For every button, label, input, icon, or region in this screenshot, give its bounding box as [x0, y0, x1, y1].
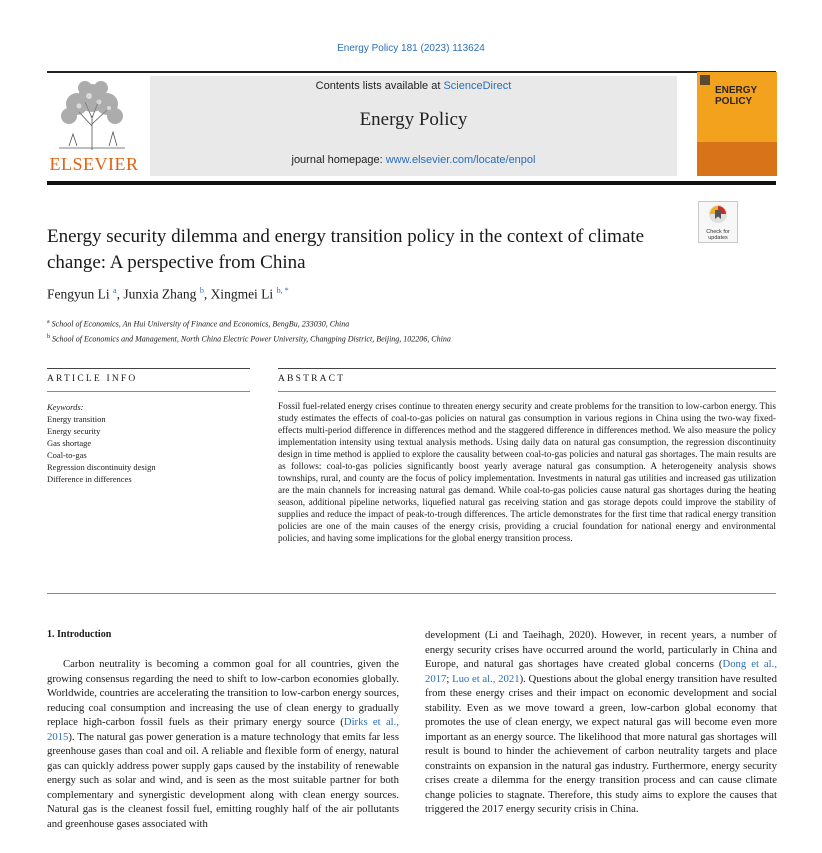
section-heading-introduction: 1. Introduction [47, 629, 112, 640]
keyword-item[interactable]: Energy security [47, 426, 101, 436]
journal-header-box [150, 76, 677, 176]
affiliation-text: School of Economics and Management, North China Electric Power University, Changping District, Beijing, 102206, China [52, 334, 451, 344]
abstract-body: Fossil fuel-related energy crises continue to threaten energy security and create problems for the transition to low-carbon energy. This study estimates the effects of coal-to-gas policies on natural gas consumption in various regions in China using the two-way fixed-effects multi-period difference in differences method and the staggered difference in differences method. We also measure the policy implementation intensity using textual analysis methods. Using daily data on natural gas consumption, the regression discontinuity design in time method is applied to explore the causality between coal-to-gas policies and natural gas shortages. The main results are as follows: coal-to-gas policies significantly boost yearly average natural gas consumption. A heterogeneity analysis shows townships, rural, and county are the focus of policy implementation. Investments in natural gas utilities and increased gas utilization are the main channels for increasing natural gas demand. While coal-to-gas policies cause natural gas shortages during the heating season, additional pipeline networks, liquefied natural gas receiving station and gas storage depots could improve the stability of supplies and reduce the impact of peak-to-trough differences. The article demonstrates for the first time that radical energy transition policies are one of the main causes of the energy crisis, providing a crucial foundation for national energy and environmental policies, and having some implications for the global energy transition process. [278, 402, 776, 544]
author-affil-mark[interactable]: b [199, 286, 204, 295]
affiliation-mark: a [47, 319, 50, 325]
journal-homepage-link[interactable]: www.elsevier.com/locate/enpol [385, 154, 536, 166]
contents-prefix: Contents lists available at [315, 80, 444, 92]
affiliation-item [47, 316, 451, 331]
citation-separator: ; [446, 672, 453, 685]
journal-cover-thumbnail[interactable] [697, 72, 777, 176]
cover-title [715, 85, 757, 107]
cover-band [697, 142, 777, 176]
affiliations [47, 316, 451, 345]
elsevier-wordmark: ELSEVIER [49, 154, 139, 174]
affiliation-item [47, 331, 451, 346]
affiliation-mark: b [47, 333, 50, 340]
keyword-item[interactable]: Coal-to-gas [47, 450, 87, 460]
cover-title-line2: POLICY [715, 96, 753, 107]
author-name[interactable]: Fengyun Li [47, 286, 110, 302]
homepage-prefix: journal homepage: [291, 154, 386, 166]
body-text: ). Questions about the global energy transition have resulted from these energy crises and their impact on economic development and social stability. Even as we move toward a green, low-carbon global economy that promotes the use of clean energy, we expect natural gas will become even more important as an energy source. The likelihood that more natural gas shortages will result is bound to hinder the achievement of carbon neutrality targets and place constraints on expansion in the natural gas industry. Furthermore, energy security crises create a dilemma for the energy transition process and can cause climate change policies to stagnate. Therefore, this study aims to explore the causes that triggered the 2017 energy security crisis in China. [425, 672, 777, 815]
cover-title-line1: ENERGY [715, 85, 758, 96]
body-column-right [425, 628, 777, 817]
body-column-left [47, 657, 399, 831]
author-name[interactable]: Junxia Zhang [123, 286, 197, 302]
author-name[interactable]: Xingmei Li [210, 286, 274, 302]
keyword-item[interactable]: Difference in differences [47, 474, 132, 484]
body-text: development (Li and Taeihagh, 2020). However, in recent years, a number of energy security crises have occurred around the world, particularly in China and Europe, and natural gas shortages have created global concerns ( [425, 629, 777, 670]
abstract-heading: ABSTRACT [278, 374, 346, 384]
keywords-list [47, 401, 156, 485]
keyword-item[interactable]: Gas shortage [47, 438, 92, 448]
abstract-bottom-rule [47, 593, 776, 594]
check-updates-line1: Check for [706, 229, 730, 235]
keyword-item[interactable]: Energy transition [47, 414, 106, 424]
citation-link[interactable]: Dirks et al., 2015 [47, 716, 399, 743]
abstract-sub-rule [278, 391, 776, 392]
affiliation-text: School of Economics, An Hui University of Finance and Economics, BengBu, 233030, China [51, 319, 350, 329]
article-info-top-rule [47, 368, 250, 369]
check-updates-line2: updates [708, 235, 728, 241]
body-text: ). The natural gas power generation is a mature technology that emits far less greenhouse gases than coal and oil. A reliable and flexible form of energy, natural gas can quickly address power supply gaps caused by the instability of renewable energy such as solar and wind, and is seen as the most suitable partner for both complementary and synergistic development along with clean energy sources. Natural gas is the cleanest fossil fuel, emitting roughly half of the air pollutants and greenhouse gases associated with [47, 730, 399, 830]
journal-title: Energy Policy [359, 109, 468, 130]
contents-line [150, 80, 677, 92]
elsevier-logo[interactable] [47, 76, 141, 176]
sciencedirect-link[interactable]: ScienceDirect [443, 80, 512, 92]
keywords-label: Keywords: [47, 402, 84, 412]
check-for-updates-button[interactable] [698, 201, 738, 243]
article-info-sub-rule [47, 391, 250, 392]
abstract-top-rule [278, 368, 776, 369]
citation-link[interactable]: Dong et al., 2017 [425, 658, 777, 685]
elsevier-tree-icon [49, 76, 135, 152]
cover-publisher-icon [700, 75, 710, 85]
author-separator: , [116, 286, 124, 302]
check-updates-label [699, 229, 737, 241]
citation-link[interactable]: Luo et al., 2021 [452, 672, 520, 685]
check-updates-icon [708, 204, 728, 224]
body-text: Carbon neutrality is becoming a common goal for all countries, given the growing consensus regarding the need to shift to low-carbon economies globally. Worldwide, countries are accelerating the transition to low-carbon energy sources, reducing coal consumption and increasing the use of clean energy to gradually replace high-carbon fossil fuels as their primary energy source ( [47, 658, 399, 728]
author-list [47, 286, 289, 303]
author-affil-mark[interactable]: b, * [276, 286, 289, 295]
journal-citation[interactable]: Energy Policy 181 (2023) 113624 [337, 43, 485, 54]
author-affil-mark[interactable]: a [113, 286, 117, 295]
author-separator: , [203, 286, 211, 302]
keyword-item[interactable]: Regression discontinuity design [47, 462, 156, 472]
article-info-heading: ARTICLE INFO [47, 374, 138, 384]
homepage-line [150, 154, 677, 166]
header-top-rule [47, 71, 776, 73]
header-bottom-rule [47, 181, 776, 185]
article-title: Energy security dilemma and energy transition policy in the context of climate change: A perspective from China [47, 226, 645, 273]
